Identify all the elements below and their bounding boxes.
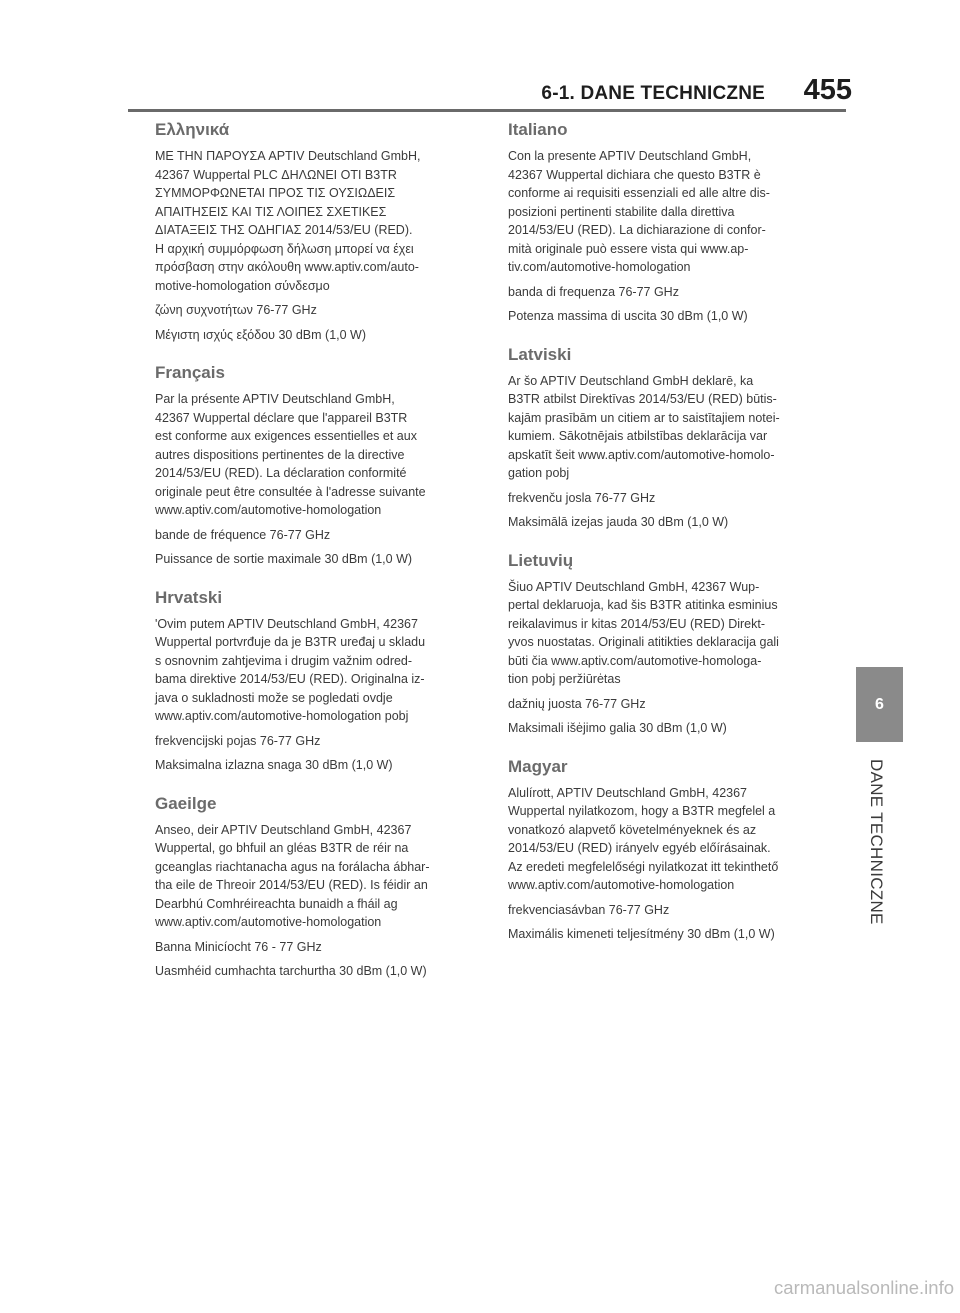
frequency-band-hungarian: frekvenciasávban 76-77 GHz (508, 902, 670, 917)
header-divider (128, 109, 846, 112)
text-line: Az eredeti megfelelőségi nyilatkozat itt tekinthető (508, 859, 779, 874)
text-line: yvos nuostatas. Originali atitikties deklaracija gali (508, 635, 779, 649)
max-power-irish: Uasmhéid cumhachta tarchurtha 30 dBm (1,0 W) (155, 964, 427, 978)
text-line: vonatkozó alapvető követelményeknek és az (508, 822, 757, 837)
chapter-side-label: DANE TECHNICZNE (867, 759, 886, 925)
text-line: conforme ai requisiti essenziali ed alle altre dis- (508, 186, 770, 200)
text-line: www.aptiv.com/automotive-homologation (155, 503, 382, 517)
text-line: 42367 Wuppertal dichiara che questo B3TR è (508, 167, 761, 182)
text-line: Dearbhú Comhréireachta bunaidh a fháil ag (155, 896, 398, 911)
section-lithuanian (508, 550, 838, 738)
text-line: būti čia www.aptiv.com/automotive-homologa- (508, 653, 762, 668)
max-power-lithuanian: Maksimali išėjimo galia 30 dBm (1,0 W) (508, 721, 727, 735)
declaration-text-croatian (155, 615, 485, 726)
text-line: πρόσβαση στην ακόλουθη www.aptiv.com/auto- (155, 260, 419, 274)
section-title-hungarian: Magyar (508, 756, 568, 776)
declaration-text-french (155, 390, 485, 520)
text-line: Wuppertal portvrđuje da je B3TR uređaj u skladu (155, 635, 426, 649)
frequency-band-latvian: frekvenču josla 76-77 GHz (508, 490, 656, 505)
text-line: Η αρχική συμμόρφωση δήλωση μπορεί να έχει (155, 241, 414, 256)
text-line: ΔΙΑΤΑΞΕΙΣ ΤΗΣ ΟΔΗΓΙΑΣ 2014/53/EU (RED). (155, 223, 413, 237)
text-line: apskatīt šeit www.aptiv.com/automotive-homolo- (508, 447, 775, 462)
section-title-croatian: Hrvatski (155, 587, 223, 607)
text-line: tiv.com/automotive-homologation (508, 260, 691, 274)
text-line: 2014/53/EU (RED). La dichiarazione di confor- (508, 223, 766, 237)
text-line: www.aptiv.com/automotive-homologation pobj (155, 709, 409, 723)
max-power-croatian: Maksimalna izlazna snaga 30 dBm (1,0 W) (155, 758, 393, 772)
text-line: bama direktive 2014/53/EU (RED). Originalna iz- (155, 672, 425, 686)
text-line: posizioni pertinenti stabilite dalla direttiva (508, 204, 735, 219)
section-greek (155, 119, 485, 344)
max-power-latvian: Maksimālā izejas jauda 30 dBm (1,0 W) (508, 515, 729, 529)
text-line: www.aptiv.com/automotive-homologation (155, 915, 382, 929)
text-line: tha eile de Threoir 2014/53/EU (RED). Is féidir an (155, 878, 428, 892)
text-line: Par la présente APTIV Deutschland GmbH, (155, 392, 395, 406)
text-line: mità originale può essere vista qui www.ap- (508, 241, 749, 256)
text-line: 'Ovim putem APTIV Deutschland GmbH, 42367 (155, 616, 418, 631)
text-line: motive-homologation σύνδεσμο (155, 278, 330, 293)
watermark: carmanualsonline.info (774, 1277, 954, 1298)
text-line: ΜΕ ΤΗΝ ΠΑΡΟΥΣΑ APTIV Deutschland GmbH, (155, 149, 421, 163)
text-line: Šiuo APTIV Deutschland GmbH, 42367 Wup- (508, 579, 760, 594)
section-croatian (155, 587, 485, 775)
text-line: B3TR atbilst Direktīvas 2014/53/EU (RED) būtis- (508, 392, 777, 406)
text-line: ΑΠΑΙΤΗΣΕΙΣ ΚΑΙ ΤΙΣ ΛΟΙΠΕΣ ΣΧΕΤΙΚΕΣ (155, 204, 387, 219)
section-latvian (508, 344, 838, 532)
running-header-section-title: 6-1. DANE TECHNICZNE (541, 83, 765, 104)
text-line: 42367 Wuppertal déclare que l'appareil B3TR (155, 410, 408, 425)
text-line: pertal deklaruoja, kad šis B3TR atitinka esminius (508, 598, 778, 612)
text-line: Alulírott, APTIV Deutschland GmbH, 42367 (508, 785, 748, 800)
text-line: gceanglas riachtanacha agus na forálacha ábhar- (155, 859, 430, 874)
chapter-tab[interactable] (856, 667, 903, 742)
declaration-text-greek (155, 147, 485, 295)
declaration-text-hungarian (508, 784, 838, 895)
text-line: ΣΥΜΜΟΡΦΩΝΕΤΑΙ ΠΡΟΣ ΤΙΣ ΟΥΣΙΩΔΕΙΣ (155, 186, 396, 200)
max-power-french: Puissance de sortie maximale 30 dBm (1,0 W) (155, 552, 413, 566)
max-power-hungarian: Maximális kimeneti teljesítmény 30 dBm (1,0 W) (508, 927, 775, 941)
section-title-french: Français (155, 363, 225, 382)
section-title-irish: Gaeilge (155, 793, 217, 813)
text-line: kajām prasībām un citiem ar to saistītajiem notei- (508, 410, 780, 425)
section-title-latvian: Latviski (508, 344, 572, 364)
chapter-number: 6 (875, 695, 884, 713)
text-line: tion pobj peržiūrėtas (508, 672, 621, 686)
frequency-band-croatian: frekvencijski pojas 76-77 GHz (155, 733, 321, 748)
text-line: www.aptiv.com/automotive-homologation (508, 878, 735, 892)
section-hungarian (508, 756, 838, 944)
section-french (155, 362, 485, 569)
text-line: Wuppertal nyilatkozom, hogy a B3TR megfelel a (508, 804, 776, 818)
left-column (155, 119, 485, 999)
max-power-greek: Μέγιστη ισχύς εξόδου 30 dBm (1,0 W) (155, 327, 367, 342)
declaration-text-lithuanian (508, 578, 838, 689)
right-column (508, 119, 838, 962)
text-line: Ar šo APTIV Deutschland GmbH deklarē, ka (508, 373, 754, 388)
section-title-lithuanian: Lietuvių (508, 550, 574, 570)
frequency-band-french: bande de fréquence 76-77 GHz (155, 527, 331, 542)
text-line: 2014/53/EU (RED). La déclaration conformité (155, 466, 407, 480)
text-line: Con la presente APTIV Deutschland GmbH, (508, 149, 752, 163)
section-title-italian: Italiano (508, 120, 568, 139)
text-line: kumiem. Sākotnējais atbilstības deklarācija var (508, 429, 768, 443)
text-line: autres dispositions pertinentes de la directive (155, 447, 405, 462)
frequency-band-italian: banda di frequenza 76-77 GHz (508, 284, 679, 299)
frequency-band-irish: Banna Minicíocht 76 - 77 GHz (155, 939, 322, 954)
text-line: gation pobj (508, 466, 570, 480)
max-power-italian: Potenza massima di uscita 30 dBm (1,0 W) (508, 309, 748, 323)
text-line: 42367 Wuppertal PLC ΔΗΛΩΝΕΙ ΟΤΙ B3TR (155, 167, 397, 182)
section-irish (155, 793, 485, 981)
declaration-text-latvian (508, 372, 838, 483)
declaration-text-irish (155, 821, 485, 932)
frequency-band-greek: ζώνη συχνοτήτων 76-77 GHz (155, 303, 317, 317)
text-line: s osnovnim zahtjevima i drugim važnim odred- (155, 653, 413, 668)
text-line: reikalavimus ir kitas 2014/53/EU (RED) Direkt- (508, 616, 766, 631)
declaration-text-italian (508, 147, 838, 277)
page-number: 455 (803, 74, 852, 106)
text-line: Anseo, deir APTIV Deutschland GmbH, 42367 (155, 822, 412, 837)
text-line: est conforme aux exigences essentielles et aux (155, 429, 417, 443)
text-line: originale peut être consultée à l'adresse suivante (155, 484, 426, 499)
text-line: 2014/53/EU (RED) irányelv egyéb előírásainak. (508, 841, 771, 855)
section-italian (508, 119, 838, 326)
section-title-greek: Ελληνικά (155, 120, 230, 139)
text-line: java o sukladnosti može se pogledati ovdje (155, 690, 393, 705)
text-line: Wuppertal, go bhfuil an gléas B3TR de réir na (155, 841, 409, 855)
frequency-band-lithuanian: dažnių juosta 76-77 GHz (508, 696, 646, 711)
